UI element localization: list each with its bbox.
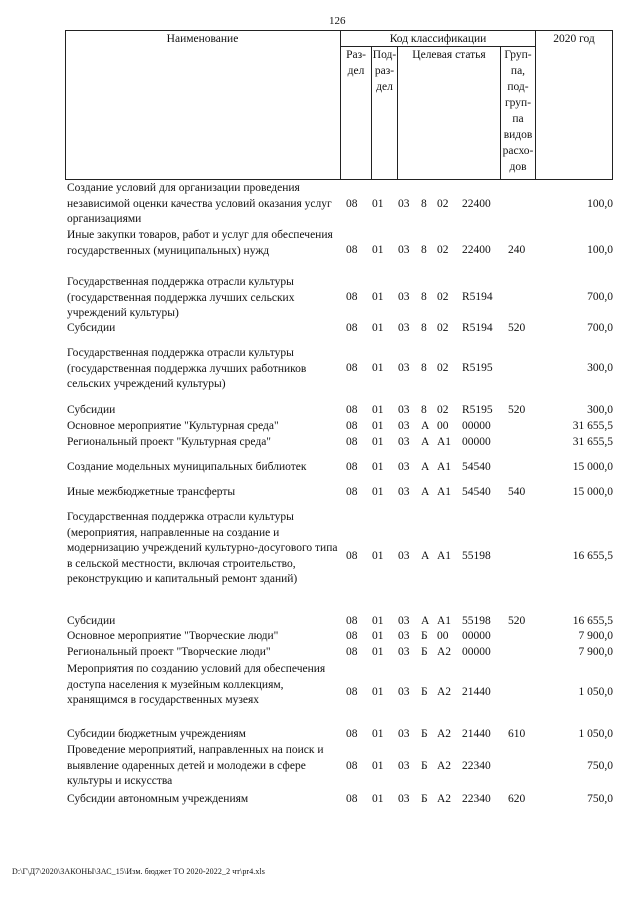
row-expense-group: 520 [508,322,526,334]
row-target-3: А2 [437,793,452,805]
row-target-4: 00000 [462,630,491,642]
row-target-2: А [421,486,430,498]
row-name: Государственная поддержка отрасли культуры (мероприятия, направленные на создание и модернизацию учреждений культурно-досугового типа в сельской местности, включая строительство, реконструкцию и капитальный ремонт зданий) [67,511,338,585]
row-amount: 7 900,0 [578,646,613,658]
row-target-3: 02 [437,291,449,303]
header-year: 2020 год [553,33,595,45]
row-target-2: 8 [421,404,427,416]
row-amount: 750,0 [587,793,613,805]
row-amount: 100,0 [587,244,613,256]
row-target-4: 55198 [462,550,491,562]
row-target-4: R5194 [462,291,493,303]
row-subsection: 01 [372,404,384,416]
row-target-1: 03 [398,362,410,374]
row-amount: 700,0 [587,322,613,334]
row-name: Основное мероприятие "Культурная среда" [67,420,279,432]
row-target-1: 03 [398,486,410,498]
row-target-3: А1 [437,615,452,627]
row-target-2: 8 [421,322,427,334]
row-amount: 300,0 [587,362,613,374]
row-target-1: 03 [398,550,410,562]
row-section: 08 [346,461,358,473]
row-subsection: 01 [372,793,384,805]
row-expense-group: 240 [508,244,526,256]
row-section: 08 [346,244,358,256]
row-amount: 31 655,5 [572,420,613,432]
row-subsection: 01 [372,686,384,698]
row-target-3: 00 [437,420,449,432]
row-target-3: 02 [437,362,449,374]
row-subsection: 01 [372,615,384,627]
row-name: Мероприятия по созданию условий для обеспечения доступа населения к музейным коллекциям, хранящимся в государственных музеях [67,663,326,706]
row-amount: 7 900,0 [578,630,613,642]
row-amount: 750,0 [587,760,613,772]
row-name: Субсидии бюджетным учреждениям [67,728,246,740]
row-subsection: 01 [372,436,384,448]
row-subsection: 01 [372,198,384,210]
row-target-4: R5195 [462,362,493,374]
row-target-4: 54540 [462,486,491,498]
row-target-2: А [421,461,430,473]
row-section: 08 [346,322,358,334]
row-target-1: 03 [398,420,410,432]
row-target-2: Б [421,646,428,658]
row-target-1: 03 [398,291,410,303]
row-target-4: R5195 [462,404,493,416]
row-section: 08 [346,550,358,562]
row-target-3: А1 [437,461,452,473]
row-subsection: 01 [372,322,384,334]
row-amount: 1 050,0 [578,728,613,740]
row-target-3: А2 [437,686,452,698]
row-section: 08 [346,436,358,448]
row-section: 08 [346,760,358,772]
row-subsection: 01 [372,630,384,642]
row-target-2: 8 [421,291,427,303]
row-target-2: Б [421,760,428,772]
row-section: 08 [346,630,358,642]
row-target-3: А1 [437,486,452,498]
row-target-1: 03 [398,615,410,627]
row-amount: 700,0 [587,291,613,303]
row-target-4: 22340 [462,760,491,772]
row-target-4: 22400 [462,244,491,256]
row-target-2: 8 [421,198,427,210]
row-section: 08 [346,646,358,658]
header-expense-group: Груп- па, под- груп- па видов расхо- дов [502,49,534,173]
row-target-2: А [421,436,430,448]
row-target-1: 03 [398,630,410,642]
row-expense-group: 620 [508,793,526,805]
row-target-4: 54540 [462,461,491,473]
row-target-3: А1 [437,550,452,562]
row-section: 08 [346,615,358,627]
file-path-footer: D:\Г\Д7\2020\ЗАКОНЫ\ЗАС_15\Изм. бюджет ТО 2020-2022_2 чт\pr4.xls [12,867,266,876]
row-name: Субсидии [67,615,116,627]
row-subsection: 01 [372,461,384,473]
row-target-4: 22340 [462,793,491,805]
row-amount: 16 655,5 [572,550,613,562]
row-target-1: 03 [398,686,410,698]
row-target-1: 03 [398,728,410,740]
row-name: Иные межбюджетные трансферты [67,486,236,498]
row-section: 08 [346,728,358,740]
row-name: Региональный проект "Культурная среда" [67,436,272,448]
row-target-1: 03 [398,461,410,473]
row-target-3: А1 [437,436,452,448]
row-target-1: 03 [398,436,410,448]
header-classification: Код классификации [389,33,487,45]
row-target-1: 03 [398,646,410,658]
row-amount: 300,0 [587,404,613,416]
row-name: Государственная поддержка отрасли культуры (государственная поддержка лучших сельских учреждений культуры) [67,276,295,319]
row-subsection: 01 [372,291,384,303]
row-target-2: Б [421,686,428,698]
row-section: 08 [346,686,358,698]
row-section: 08 [346,404,358,416]
row-amount: 16 655,5 [572,615,613,627]
row-amount: 31 655,5 [572,436,613,448]
row-amount: 1 050,0 [578,686,613,698]
row-subsection: 01 [372,362,384,374]
row-target-1: 03 [398,198,410,210]
header-target-item: Целевая статья [412,49,486,61]
row-name: Государственная поддержка отрасли культуры (государственная поддержка лучших работников сельских учреждений культуры) [67,347,307,390]
row-target-4: 00000 [462,420,491,432]
row-target-2: Б [421,728,428,740]
row-target-1: 03 [398,322,410,334]
page-number: 126 [329,15,346,27]
row-target-3: А2 [437,728,452,740]
row-subsection: 01 [372,728,384,740]
row-expense-group: 610 [508,728,526,740]
row-name: Создание условий для организации проведения независимой оценки качества условий оказания услуг организациями [67,182,332,225]
row-target-4: 00000 [462,436,491,448]
row-name: Создание модельных муниципальных библиотек [67,461,307,473]
row-target-3: 02 [437,198,449,210]
row-subsection: 01 [372,550,384,562]
row-section: 08 [346,291,358,303]
row-subsection: 01 [372,420,384,432]
row-target-3: 02 [437,404,449,416]
row-target-4: 21440 [462,686,491,698]
row-target-1: 03 [398,404,410,416]
row-section: 08 [346,198,358,210]
row-target-1: 03 [398,793,410,805]
row-target-4: 22400 [462,198,491,210]
row-target-1: 03 [398,244,410,256]
header-name: Наименование [166,33,239,45]
row-target-2: А [421,615,430,627]
row-expense-group: 520 [508,615,526,627]
row-section: 08 [346,362,358,374]
row-target-4: 55198 [462,615,491,627]
row-expense-group: 540 [508,486,526,498]
row-target-4: 21440 [462,728,491,740]
row-expense-group: 520 [508,404,526,416]
row-target-2: 8 [421,362,427,374]
row-target-2: А [421,420,430,432]
row-name: Субсидии [67,322,116,334]
row-name: Региональный проект "Творческие люди" [67,646,271,658]
row-name: Субсидии [67,404,116,416]
row-subsection: 01 [372,486,384,498]
row-target-3: А2 [437,760,452,772]
row-section: 08 [346,486,358,498]
row-target-1: 03 [398,760,410,772]
row-subsection: 01 [372,244,384,256]
row-amount: 100,0 [587,198,613,210]
row-target-4: R5194 [462,322,493,334]
row-amount: 15 000,0 [572,486,613,498]
row-section: 08 [346,420,358,432]
row-target-2: А [421,550,430,562]
row-name: Основное мероприятие "Творческие люди" [67,630,279,642]
row-target-2: Б [421,793,428,805]
row-target-2: 8 [421,244,427,256]
row-name: Проведение мероприятий, направленных на поиск и выявление одаренных детей и молодежи в сфере культуры и искусства [67,744,324,787]
row-section: 08 [346,793,358,805]
header-section: Раз- дел [346,49,366,77]
row-subsection: 01 [372,646,384,658]
row-target-3: 00 [437,630,449,642]
row-target-3: А2 [437,646,452,658]
row-target-4: 00000 [462,646,491,658]
row-target-3: 02 [437,322,449,334]
row-name: Иные закупки товаров, работ и услуг для обеспечения государственных (муниципальных) нужд [67,229,333,257]
header-subsection: Под- раз- дел [372,49,397,93]
row-subsection: 01 [372,760,384,772]
row-name: Субсидии автономным учреждениям [67,793,249,805]
row-amount: 15 000,0 [572,461,613,473]
row-target-3: 02 [437,244,449,256]
row-target-2: Б [421,630,428,642]
